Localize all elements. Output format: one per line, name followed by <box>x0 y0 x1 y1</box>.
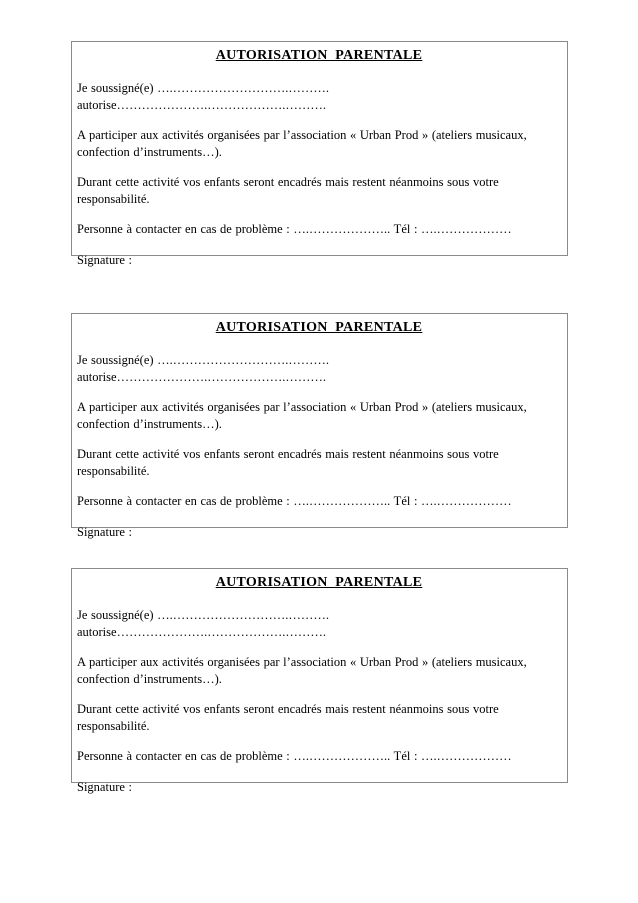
supervision-paragraph <box>77 174 561 207</box>
text-line: confection d’instruments…). <box>77 671 222 686</box>
text-line: confection d’instruments…). <box>77 144 222 159</box>
text-line: Je soussigné(e) ….……………………….………. autorise………………….……………….………. <box>77 353 330 384</box>
supervision-paragraph <box>77 446 561 479</box>
text-line: Je soussigné(e) ….……………………….………. autorise………………….……………….………. <box>77 81 330 112</box>
form-title: AUTORISATION PARENTALE <box>215 575 423 590</box>
text-line: A participer aux activités organisées par l’association « Urban Prod » (ateliers musicaux, <box>77 400 527 414</box>
activities-paragraph <box>77 654 561 687</box>
parental-authorization-form-2 <box>71 313 568 539</box>
text-line: responsabilité. <box>77 463 150 478</box>
contact-blank-line <box>77 221 561 238</box>
text-line: responsabilité. <box>77 191 150 206</box>
text-line: Durant cette activité vos enfants seront encadrés mais restent néanmoins sous votre <box>77 702 499 716</box>
form-title: AUTORISATION PARENTALE <box>215 320 423 335</box>
activities-paragraph <box>77 127 561 160</box>
text-line: Signature : <box>77 779 133 794</box>
form-title: AUTORISATION PARENTALE <box>215 48 423 63</box>
signature-label <box>77 779 561 796</box>
contact-blank-line <box>77 493 561 510</box>
text-line: confection d’instruments…). <box>77 416 222 431</box>
text-line: responsabilité. <box>77 718 150 733</box>
text-line: Durant cette activité vos enfants seront encadrés mais restent néanmoins sous votre <box>77 175 499 189</box>
text-line: Je soussigné(e) ….……………………….………. autorise………………….……………….………. <box>77 608 330 639</box>
text-line: Personne à contacter en cas de problème : ….……………….. Tél : ….……………… <box>77 222 512 236</box>
signatory-blank-line <box>77 80 561 113</box>
signature-label <box>77 252 561 269</box>
text-line: Signature : <box>77 524 133 539</box>
contact-blank-line <box>77 748 561 765</box>
activities-paragraph <box>77 399 561 432</box>
parental-authorization-form-3 <box>71 568 568 794</box>
text-line: Durant cette activité vos enfants seront encadrés mais restent néanmoins sous votre <box>77 447 499 461</box>
text-line: A participer aux activités organisées par l’association « Urban Prod » (ateliers musicaux, <box>77 655 527 669</box>
text-line: A participer aux activités organisées par l’association « Urban Prod » (ateliers musicaux, <box>77 128 527 142</box>
signatory-blank-line <box>77 607 561 640</box>
signatory-blank-line <box>77 352 561 385</box>
text-line: Signature : <box>77 252 133 267</box>
parental-authorization-form-1 <box>71 41 568 267</box>
supervision-paragraph <box>77 701 561 734</box>
text-line: Personne à contacter en cas de problème : ….……………….. Tél : ….……………… <box>77 494 512 508</box>
signature-label <box>77 524 561 541</box>
text-line: Personne à contacter en cas de problème : ….……………….. Tél : ….……………… <box>77 749 512 763</box>
